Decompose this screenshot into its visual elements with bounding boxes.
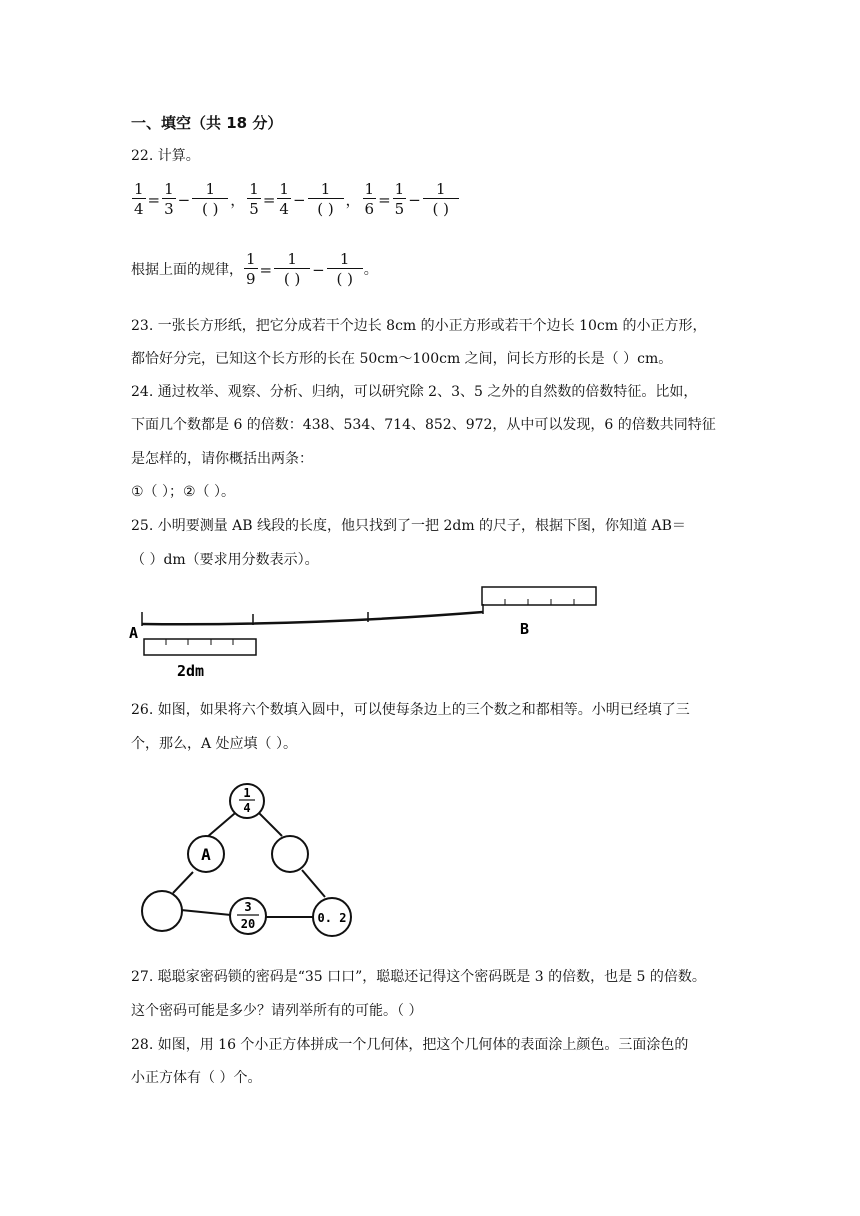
top-ruler [482, 587, 596, 605]
bottom-num: 3 [244, 900, 252, 914]
q24-line3: 是怎样的，请你概括出两条： [131, 451, 313, 467]
q22-rule: 根据上面的规律， $\frac{1}{9}$ = $\frac{1}{( )}$ − $\frac{1}{( )}$ 。 [131, 250, 378, 288]
q28-line2: 小正方体有（ ）个。 [131, 1070, 262, 1086]
edge [173, 872, 193, 893]
q24-line1: 24. 通过枚举、观察、分析、归纳，可以研究除 2、3、5 之外的自然数的倍数特征。比如， [131, 384, 698, 400]
label-b: B [520, 620, 530, 638]
q27-line2: 这个密码可能是多少？请列举所有的可能。（ ） [131, 1003, 423, 1019]
label-a-circle: A [201, 845, 211, 864]
q26-line1: 26. 如图，如果将六个数填入圆中，可以使每条边上的三个数之和都相等。小明已经填了三 [131, 702, 690, 718]
bottom-den: 20 [240, 917, 256, 931]
q25-line1: 25. 小明要测量 AB 线段的长度，他只找到了一把 2dm 的尺子，根据下图，你知道 AB＝ [131, 518, 686, 534]
label-a: A [129, 624, 139, 642]
triangle-figure [125, 770, 365, 950]
frac-1-9: $\frac{1}{9}$ [246, 250, 256, 288]
frac-1-blank-a: $\frac{1}{( )}$ [192, 180, 228, 219]
q25-line2: （ ）dm（要求用分数表示）。 [131, 552, 319, 568]
frac-1-5: $\frac{1}{5}$ [249, 180, 259, 218]
segment-ab [142, 612, 483, 624]
ruler-figure [125, 582, 605, 682]
ruler-label: 2dm [177, 662, 205, 680]
frac-1-blank-c: $\frac{1}{( )}$ [423, 180, 459, 219]
frac-1-blank-e: $\frac{1}{( )}$ [327, 250, 363, 289]
edge [302, 870, 325, 897]
q24-line2: 下面几个数都是 6 的倍数：438、534、714、852、972，从中可以发现，6 的倍数共同特征 [131, 417, 716, 433]
q22-prompt: 22. 计算。 [131, 148, 200, 164]
q27-line1: 27. 聪聪家密码锁的密码是“35 口口”，聪聪还记得这个密码既是 3 的倍数，也是 5 的倍数。 [131, 969, 706, 985]
section-title: 一、填空（共 18 分） [131, 114, 283, 132]
edge [181, 910, 231, 915]
right-value: 0. 2 [317, 911, 347, 925]
frac-1-5b: $\frac{1}{5}$ [394, 180, 405, 218]
frac-1-3: $\frac{1}{3}$ [164, 180, 174, 218]
top-den: 4 [243, 801, 251, 815]
frac-1-6: $\frac{1}{6}$ [364, 180, 375, 218]
q23-line1: 23. 一张长方形纸，把它分成若干个边长 8cm 的小正方形或若干个边长 10cm 的小正方形， [131, 318, 707, 334]
top-num: 1 [243, 786, 251, 800]
frac-1-4b: $\frac{1}{4}$ [279, 180, 289, 218]
q23-line2: 都恰好分完，已知这个长方形的长在 50cm～100cm 之间，问长方形的长是（ ）cm。 [131, 351, 673, 367]
frac-1-4: $\frac{1}{4}$ [134, 180, 144, 218]
q22-equations: $\frac{1}{4}$ = $\frac{1}{3}$ − $\frac{1}{( )}$ ， $\frac{1}{5}$ = $\frac{1}{4}$ − $\frac{1}{( )}$ ， $\frac{1}{6}$ = $\frac{1}{5}$ − $\frac{1}{( )}$ [131, 180, 460, 219]
frac-1-blank-d: $\frac{1}{( )}$ [274, 250, 310, 289]
q24-line4: ①（ ）；②（ ）。 [131, 484, 236, 500]
bottom-ruler [144, 639, 256, 655]
q28-line1: 28. 如图，用 16 个小正方体拼成一个几何体，把这个几何体的表面涂上颜色。三面涂色的 [131, 1037, 689, 1053]
frac-1-blank-b: $\frac{1}{( )}$ [308, 180, 344, 219]
circle-bottom-left [142, 891, 182, 931]
q26-line2: 个，那么，A 处应填（ ）。 [131, 736, 298, 752]
circle-right [272, 836, 308, 872]
